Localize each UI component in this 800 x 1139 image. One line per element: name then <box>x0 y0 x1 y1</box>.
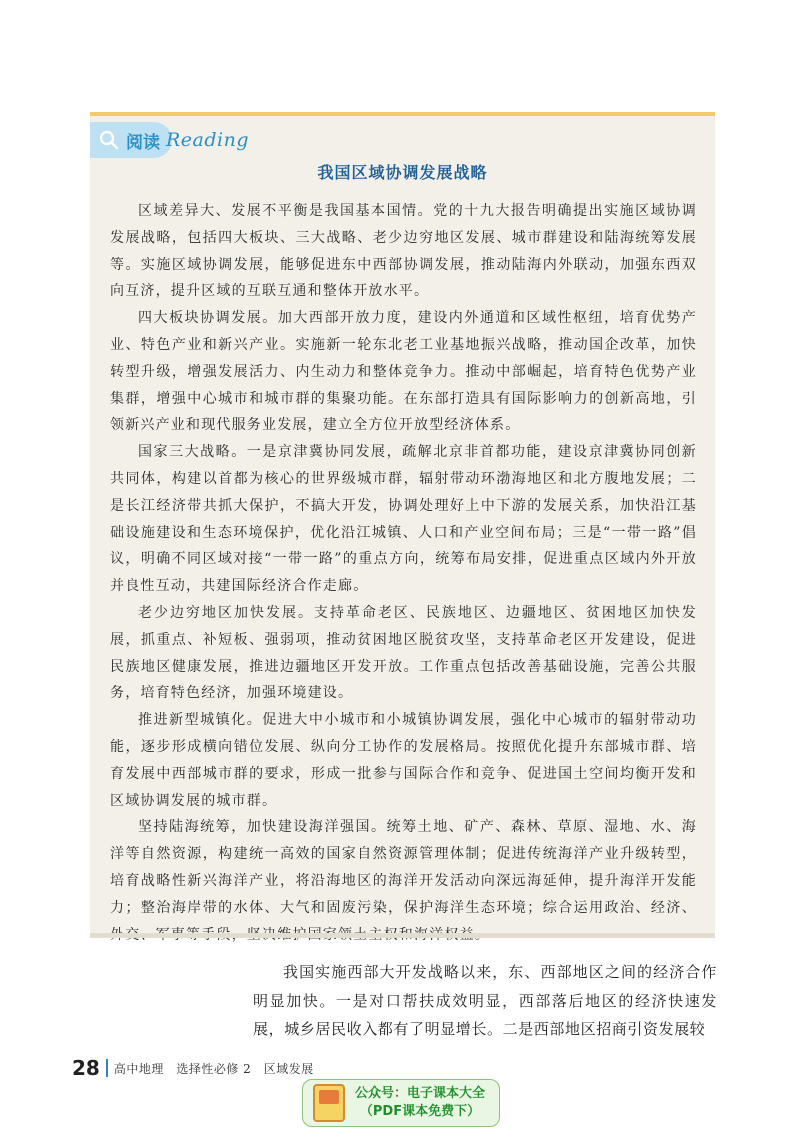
main-text <box>253 958 717 1044</box>
reading-box <box>90 112 715 938</box>
book-icon-cover <box>319 1090 339 1104</box>
reading-paragraph: 推进新型城镇化。促进大中小城市和小城镇协调发展，强化中心城市的辐射带动功能，逐步形成横向错位发展、纵向分工协作的发展格局。按照优化提升东部城市群、培育发展中西部城市群的要求，形成一批参与国际合作和竞争、促进国土空间均衡开发和区域协调发展的城市群。 <box>110 712 697 809</box>
book-icon <box>313 1084 345 1122</box>
book-title: 高中地理 选择性必修 2 区域发展 <box>113 1061 314 1076</box>
reading-paragraph: 国家三大战略。一是京津冀协同发展，疏解北京非首都功能，建设京津冀协同创新共同体，构建以首都为核心的世界级城市群，辐射带动环渤海地区和北方腹地发展；二是长江经济带共抓大保护，不搞大开发，协调处理好上中下游的发展关系，加快沿江基础设施建设和生态环境保护，优化沿江城镇、人口和产业空间布局；三是“一带一路”倡议，明确不同区域对接“一带一路”的重点方向，统筹布局安排，促进重点区域内外开放并良性互动，共建国际经济合作走廊。 <box>110 444 697 595</box>
main-paragraph: 我国实施西部大开发战略以来，东、西部地区之间的经济合作明显加快。一是对口帮扶成效明显，西部落后地区的经济快速发展，城乡居民收入都有了明显增长。二是西部地区招商引资发展较 <box>253 963 717 1038</box>
watermark-text <box>355 1085 485 1121</box>
page-footer <box>72 1055 314 1081</box>
reading-tag-cn: 阅读 <box>126 132 160 153</box>
reading-tag <box>90 122 250 158</box>
reading-paragraph: 坚持陆海统筹，加快建设海洋强国。统筹土地、矿产、森林、草原、湿地、水、海洋等自然资源，构建统一高效的国家自然资源管理体制；促进传统海洋产业升级转型，培育战略性新兴海洋产业，将沿海地区的海洋开发活动向深远海延伸，提升海洋开发能力；整治海岸带的水体、大气和固废污染，保护海洋生态环境；综合运用政治、经济、 <box>110 819 697 916</box>
watermark-banner <box>302 1079 500 1127</box>
watermark-line-2: （PDF课本免费下） <box>359 1104 481 1119</box>
reading-tag-en: Reading <box>166 129 250 151</box>
magnifier-icon <box>98 129 120 151</box>
reading-title: 我国区域协调发展战略 <box>317 163 488 182</box>
reading-paragraph: 区域差异大、发展不平衡是我国基本国情。党的十九大报告明确提出实施区域协调发展战略，包括四大板块、三大战略、老少边穷地区发展、城市群建设和陆海统筹发展等。实施区域协调发展，能够促进东中西部协调发展，推动陆海内外联动，加强东西双向互济，提升区域的互联互通和整体开放水平。 <box>110 203 697 300</box>
reading-paragraph: 老少边穷地区加快发展。支持革命老区、民族地区、边疆地区、贫困地区加快发展，抓重点、补短板、强弱项，推动贫困地区脱贫攻坚，支持革命老区开发建设，促进民族地区健康发展，推进边疆地区开发开放。工作重点包括改善基础设施，完善公共服务，培育特色经济，加强环境建设。 <box>110 604 697 702</box>
watermark-line-1: 公众号：电子课本大全 <box>355 1086 486 1101</box>
reading-body <box>110 198 697 948</box>
footer-divider <box>106 1059 108 1077</box>
reading-top-rule <box>90 112 715 116</box>
page-number: 28 <box>72 1056 100 1080</box>
reading-paragraph: 四大板块协调发展。加大西部开放力度，建设内外通道和区域性枢纽，培育优势产业、特色产业和新兴产业。实施新一轮东北老工业基地振兴战略，推动国企改革，加快转型升级，增强发展活力、内生动力和整体竞争力。推动中部崛起，培育特色优势产业集群，增强中心城市和城市群的集聚功能。在东部打造具有国际影响力的创新高地，引领新兴产业和现代服务业发展，建立全方位开放型经济体系。 <box>110 310 697 434</box>
reading-bottom-rule <box>90 933 715 938</box>
